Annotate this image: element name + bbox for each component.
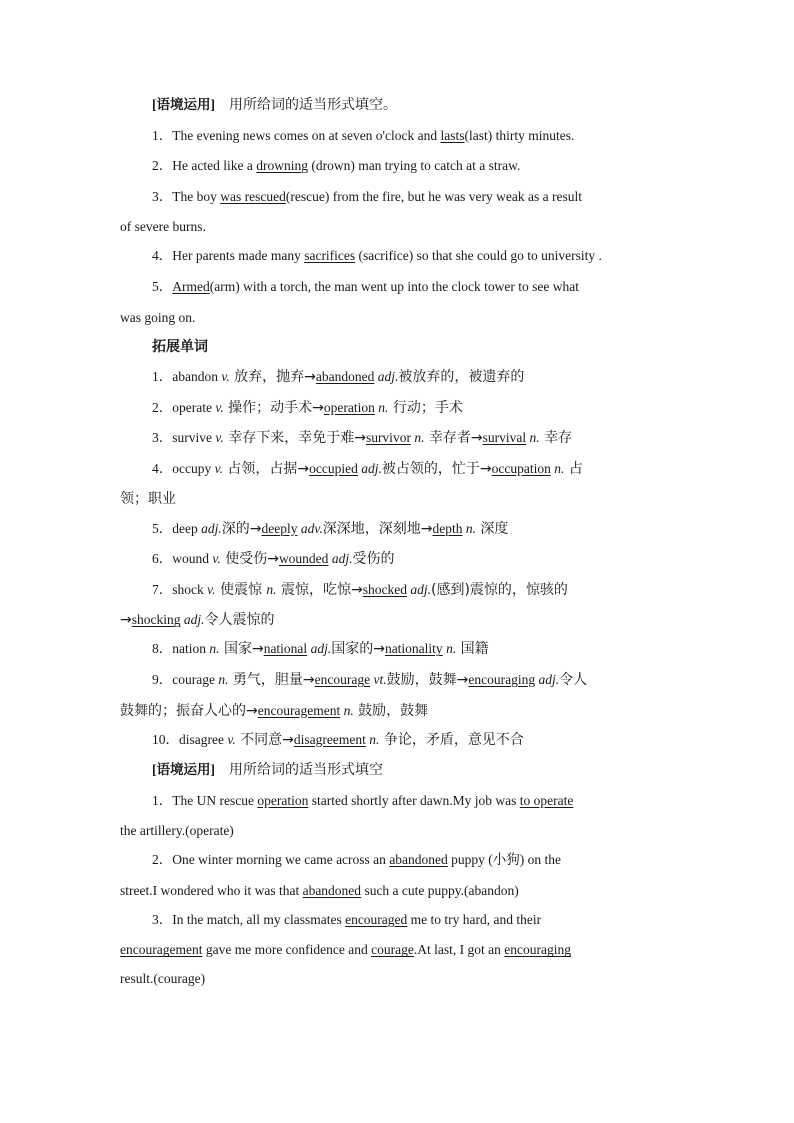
answer-blank: national <box>263 641 308 657</box>
meaning: 深的→ <box>221 520 262 537</box>
section3-label: [语境运用] <box>152 762 215 778</box>
meaning: 震惊，吃惊→ <box>276 581 363 598</box>
text: gave me more confidence and <box>202 942 372 958</box>
word: 6．wound <box>152 551 213 567</box>
text: (rescue) from the fire, but he was very weak as a result <box>285 188 582 204</box>
pos: adj. <box>410 581 431 597</box>
meaning: 国家→ <box>219 641 264 658</box>
pos: n. <box>218 671 229 687</box>
answer-blank: encourage <box>314 671 371 687</box>
section2-heading <box>120 332 674 363</box>
text: started shortly after dawn.My job was <box>308 792 520 808</box>
s3-item-1 <box>120 786 674 817</box>
answer-blank: drowning <box>256 158 308 174</box>
text: such a cute puppy.(abandon) <box>361 882 519 898</box>
pos: adj. <box>538 671 560 687</box>
s2-item-2 <box>120 393 674 424</box>
text: puppy (小狗) on the <box>447 852 562 868</box>
pos: n. <box>378 399 389 415</box>
s1-item-3 <box>120 182 674 213</box>
pos: n. <box>266 581 277 597</box>
meaning: 深深地，深刻地→ <box>322 520 433 537</box>
text: .At last, I got an <box>413 942 505 958</box>
answer-blank: operation <box>323 399 375 415</box>
answer-blank: encouraged <box>345 911 408 927</box>
s2-item-9 <box>120 665 674 696</box>
pos: n. <box>343 702 354 718</box>
text: 2．He acted like a <box>152 158 257 174</box>
answer-blank: shocked <box>362 581 407 597</box>
pos: adj. <box>331 551 353 567</box>
answer-blank: occupation <box>491 460 551 476</box>
s3-item-1-cont: the artillery.(operate) <box>120 823 234 839</box>
word: 8．nation <box>152 641 210 657</box>
meaning: 行动；手术 <box>388 399 463 416</box>
arrow: → <box>120 612 132 629</box>
meaning: 鼓励，鼓舞 <box>353 702 429 719</box>
answer-blank: abandoned <box>389 852 448 868</box>
s2-item-8 <box>120 634 674 665</box>
pos: n. <box>554 460 565 476</box>
meaning: 不同意→ <box>235 731 294 748</box>
pos: n. <box>369 731 380 747</box>
s2-item-6 <box>120 544 674 575</box>
s1-item-5-cont: was going on. <box>120 309 196 325</box>
meaning: 放弃，抛弃→ <box>229 369 316 386</box>
text: (arm) with a torch, the man went up into the clock tower to see what <box>209 278 580 294</box>
text: 3．In the match, all my classmates <box>152 911 346 927</box>
pos: vt. <box>373 671 387 687</box>
text: me to try hard, and their <box>407 911 542 927</box>
word: 9．courage <box>152 671 219 687</box>
s2-item-10 <box>120 725 674 756</box>
meaning: 令人 <box>559 671 588 688</box>
section1-heading <box>120 90 674 121</box>
meaning: 国籍 <box>456 641 489 658</box>
answer-blank: disagreement <box>293 731 366 747</box>
pos: adj. <box>310 641 332 657</box>
word: 1．abandon <box>152 369 222 385</box>
answer-blank: lasts <box>440 127 465 143</box>
meaning: 国家的→ <box>331 641 385 658</box>
answer-blank: was rescued <box>220 188 286 204</box>
pos: adj. <box>201 520 222 536</box>
s2-item-9-cont <box>120 696 674 725</box>
section2-title: 拓展单词 <box>152 338 208 355</box>
answer-blank: courage <box>371 942 414 958</box>
meaning: 被放弃的，被遗弃的 <box>398 369 525 386</box>
meaning: 占领，占据→ <box>222 460 310 477</box>
s1-item-5 <box>120 272 674 303</box>
pos: v. <box>215 430 224 446</box>
text: street.I wondered who it was that <box>120 882 303 898</box>
s1-item-4 <box>120 241 674 272</box>
text: 5． <box>152 278 173 294</box>
pos: n. <box>529 430 540 446</box>
answer-blank: deeply <box>261 520 298 536</box>
meaning: 鼓舞的；振奋人心的→ <box>120 702 258 719</box>
answer-blank: encouragement <box>257 702 341 718</box>
s2-item-3 <box>120 423 674 454</box>
answer-blank: encouragement <box>120 942 203 958</box>
pos: v. <box>212 551 221 567</box>
word: 7．shock <box>152 581 208 597</box>
meaning: 争论，矛盾，意见不合 <box>379 731 524 748</box>
s3-item-3-cont2: result.(courage) <box>120 971 206 987</box>
answer-blank: abandoned <box>315 369 375 385</box>
answer-blank: sacrifices <box>304 248 356 264</box>
s2-item-1 <box>120 362 674 393</box>
pos: n. <box>465 520 476 536</box>
answer-blank: abandoned <box>302 882 362 898</box>
answer-blank: survival <box>482 430 527 446</box>
section3-heading <box>120 755 674 786</box>
answer-blank: encouraging <box>504 942 571 958</box>
meaning: 操作；动手术→ <box>223 399 324 416</box>
meaning: 使受伤→ <box>220 551 279 568</box>
answer-blank: occupied <box>309 460 358 476</box>
text: 1．The evening news comes on at seven o'clock and <box>152 127 441 143</box>
answer-blank: survivor <box>365 430 411 446</box>
answer-blank: operation <box>257 792 309 808</box>
pos: adj. <box>183 612 205 628</box>
answer-blank: nationality <box>384 641 443 657</box>
s3-item-3 <box>120 905 674 936</box>
meaning: 幸存者→ <box>424 430 483 447</box>
pos: v. <box>227 731 236 747</box>
section1-instruction: 用所给词的适当形式填空。 <box>229 97 397 113</box>
s2-item-4-cont: 领；职业 <box>120 490 176 507</box>
answer-blank: encouraging <box>468 671 536 687</box>
pos: v. <box>221 369 230 385</box>
meaning: 令人震惊的 <box>204 612 275 629</box>
s1-item-3-cont: of severe burns. <box>120 219 206 235</box>
meaning: 受伤的 <box>352 551 395 568</box>
s2-item-7 <box>120 575 674 606</box>
text: 4．Her parents made many <box>152 248 305 264</box>
text: 2．One winter morning we came across an <box>152 852 390 868</box>
s3-item-2 <box>120 845 674 876</box>
text: (drown) man trying to catch at a straw. <box>307 158 521 174</box>
word: 5．deep <box>152 520 202 536</box>
meaning: 占 <box>564 460 583 477</box>
meaning: 被占领的，忙于→ <box>381 460 492 477</box>
pos: v. <box>214 460 223 476</box>
text: 1．The UN rescue <box>152 792 258 808</box>
s3-item-2-cont <box>120 876 674 905</box>
meaning: 深度 <box>475 520 509 537</box>
text: (sacrifice) so that she could go to university . <box>355 248 602 264</box>
s2-item-7-cont <box>120 605 674 634</box>
s1-item-1 <box>120 121 674 152</box>
document-body <box>120 90 674 993</box>
pos: v. <box>207 581 216 597</box>
text: (last) thirty minutes. <box>464 127 575 143</box>
pos: n. <box>209 641 220 657</box>
word: 2．operate <box>152 399 216 415</box>
meaning: 使震惊 <box>215 581 267 598</box>
s2-item-5 <box>120 514 674 545</box>
answer-blank: Armed <box>172 278 210 294</box>
meaning: 幸存 <box>539 430 573 447</box>
meaning: 幸存下来，幸免于难→ <box>223 430 366 447</box>
word: 10．disagree <box>152 731 228 747</box>
pos: adj. <box>361 460 382 476</box>
pos: adv. <box>300 520 323 536</box>
s2-item-4 <box>120 454 674 485</box>
meaning: 勇气，胆量→ <box>228 671 315 688</box>
word: 3．survive <box>152 430 216 446</box>
s1-item-2 <box>120 151 674 182</box>
pos: n. <box>414 430 425 446</box>
answer-blank: shocking <box>131 612 181 628</box>
answer-blank: wounded <box>278 551 329 567</box>
section3-instruction: 用所给词的适当形式填空 <box>229 762 383 779</box>
answer-blank: depth <box>432 520 463 536</box>
word: 4．occupy <box>152 460 215 476</box>
s3-item-3-cont <box>120 935 674 964</box>
pos: v. <box>215 399 224 415</box>
pos: n. <box>446 641 457 657</box>
answer-blank: to operate <box>519 792 574 808</box>
pos: adj. <box>377 369 399 385</box>
section1-label: [语境运用] <box>152 97 215 112</box>
meaning: 鼓励，鼓舞→ <box>386 671 469 688</box>
meaning: (感到)震惊的，惊骇的 <box>430 581 568 598</box>
text: 3．The boy <box>152 188 221 204</box>
